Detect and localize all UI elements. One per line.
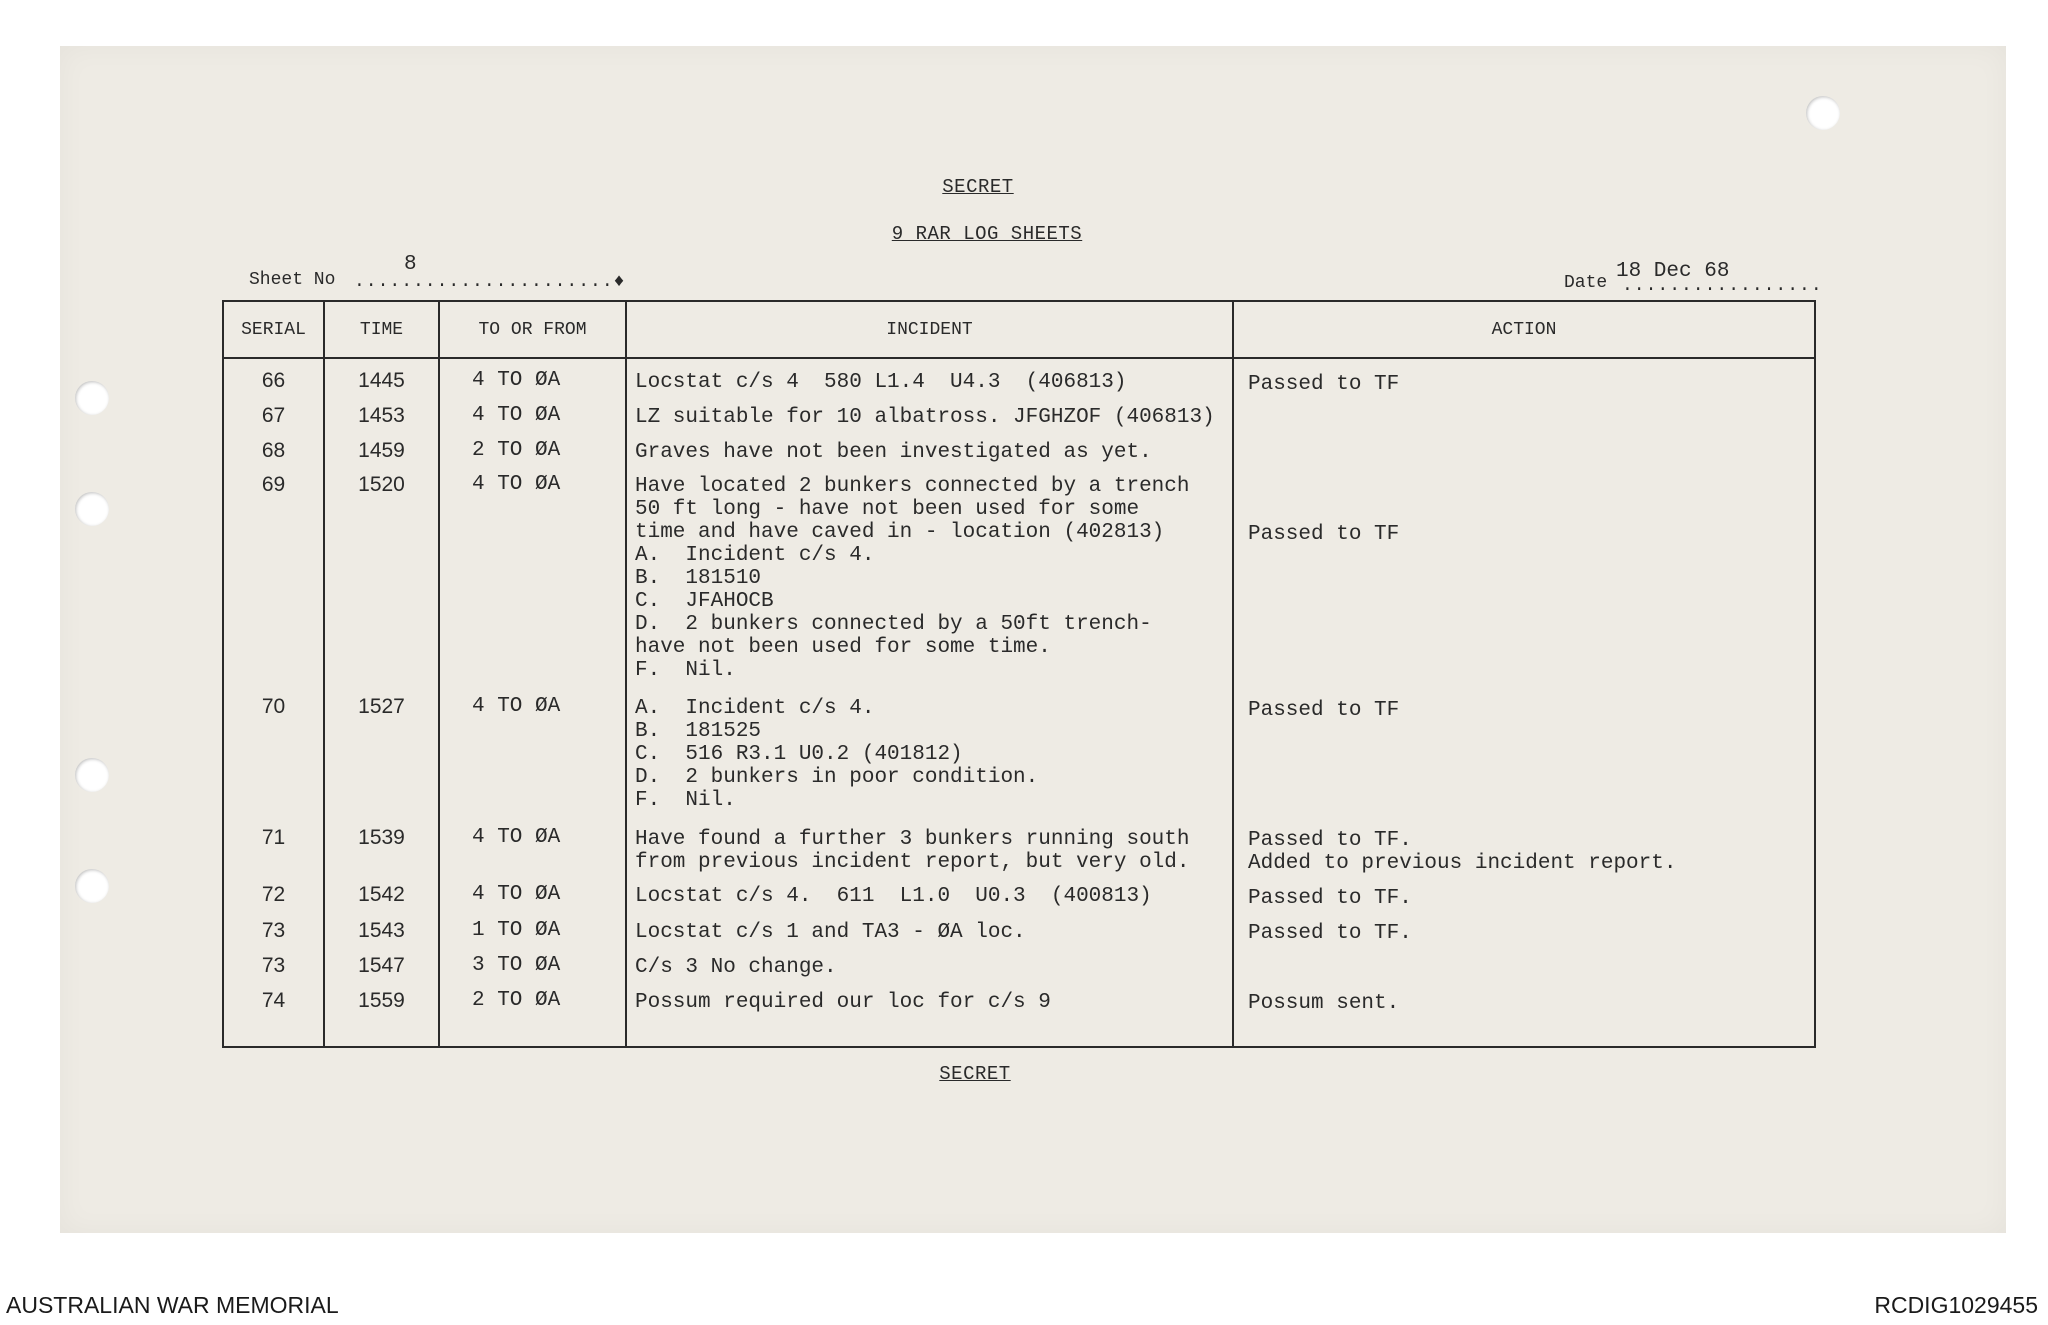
column-header-time: TIME [324, 301, 439, 358]
punch-hole [75, 869, 109, 903]
action-cell: Passed to TF [1248, 523, 1400, 546]
sheet-number-value: 8 [404, 253, 417, 276]
incident-column [626, 358, 1233, 1047]
column-header-action: ACTION [1233, 301, 1815, 358]
serial-cell: 67 [261, 404, 286, 427]
to-from-cell: 4 TO ØA [472, 404, 561, 427]
incident-cell: A. Incident c/s 4. B. 181525 C. 516 R3.1 U0.2 (401812) D. 2 bunkers in poor condition. F. Nil. [635, 697, 1039, 812]
incident-cell: LZ suitable for 10 albatross. JFGHZOF (406813) [635, 406, 1215, 429]
serial-cell: 71 [261, 826, 286, 849]
incident-cell: Have found a further 3 bunkers running south from previous incident report, but very old. [635, 828, 1190, 874]
date-leader: ................. [1622, 276, 1823, 296]
sheet-number-leader: ......................♦ [354, 272, 626, 292]
time-cell: 1527 [358, 695, 405, 718]
incident-cell: Have located 2 bunkers connected by a trench 50 ft long - have not been used for some time and have caved in - location (402813) A. Incident c/s 4. B. 181510 C. JFAHOCB D. 2 bunkers connected by a 50ft trench- have not been used for some time. F. Nil. [635, 475, 1190, 682]
serial-cell: 66 [261, 369, 286, 392]
time-cell: 1539 [358, 826, 405, 849]
archive-institution: AUSTRALIAN WAR MEMORIAL [6, 1292, 339, 1318]
serial-cell: 73 [261, 919, 286, 942]
to-from-cell: 2 TO ØA [472, 989, 561, 1012]
table-header-row [223, 301, 1815, 358]
document-title: 9 RAR LOG SHEETS [891, 223, 1083, 245]
to-from-cell: 4 TO ØA [472, 826, 561, 849]
action-cell: Passed to TF. [1248, 887, 1412, 910]
time-cell: 1520 [358, 473, 405, 496]
date-value: 18 Dec 68 [1616, 260, 1730, 283]
time-column [324, 358, 439, 1047]
serial-cell: 70 [261, 695, 286, 718]
to-from-cell: 2 TO ØA [472, 439, 561, 462]
serial-cell: 68 [261, 439, 286, 462]
punch-hole [1806, 96, 1840, 130]
column-header-to-or-from: TO OR FROM [439, 301, 626, 358]
classification-header: SECRET [942, 176, 1014, 198]
action-cell: Passed to TF. [1248, 922, 1412, 945]
incident-cell: Locstat c/s 4. 611 L1.0 U0.3 (400813) [635, 885, 1152, 908]
action-cell: Passed to TF. Added to previous incident report. [1248, 829, 1677, 875]
to-from-cell: 3 TO ØA [472, 954, 561, 977]
column-header-incident: INCIDENT [626, 301, 1233, 358]
action-column [1233, 358, 1815, 1047]
to-from-cell: 4 TO ØA [472, 883, 561, 906]
serial-cell: 73 [261, 954, 286, 977]
serial-cell: 69 [261, 473, 286, 496]
to-or-from-column [439, 358, 626, 1047]
sheet-number-label: Sheet No [249, 270, 336, 290]
to-from-cell: 4 TO ØA [472, 695, 561, 718]
table-body [223, 358, 1815, 1047]
date-label: Date [1564, 273, 1608, 293]
serial-cell: 74 [261, 989, 286, 1012]
time-cell: 1547 [358, 954, 405, 977]
incident-cell: Possum required our loc for c/s 9 [635, 991, 1051, 1014]
log-table [222, 300, 1816, 1048]
action-cell: Possum sent. [1248, 992, 1400, 1015]
serial-cell: 72 [261, 883, 286, 906]
time-cell: 1542 [358, 883, 405, 906]
archive-item-id: RCDIG1029455 [1874, 1292, 2038, 1318]
incident-cell: Locstat c/s 4 580 L1.4 U4.3 (406813) [635, 371, 1127, 394]
time-cell: 1445 [358, 369, 405, 392]
to-from-cell: 4 TO ØA [472, 473, 561, 496]
incident-cell: Graves have not been investigated as yet. [635, 441, 1152, 464]
action-cell: Passed to TF [1248, 699, 1400, 722]
action-cell: Passed to TF [1248, 373, 1400, 396]
serial-column [223, 358, 324, 1047]
incident-cell: C/s 3 No change. [635, 956, 837, 979]
incident-cell: Locstat c/s 1 and TA3 - ØA loc. [635, 921, 1026, 944]
punch-hole [75, 492, 109, 526]
punch-hole [75, 758, 109, 792]
time-cell: 1543 [358, 919, 405, 942]
time-cell: 1453 [358, 404, 405, 427]
to-from-cell: 1 TO ØA [472, 919, 561, 942]
punch-hole [75, 381, 109, 415]
classification-footer: SECRET [939, 1063, 1011, 1085]
to-from-cell: 4 TO ØA [472, 369, 561, 392]
time-cell: 1459 [358, 439, 405, 462]
time-cell: 1559 [358, 989, 405, 1012]
column-header-serial: SERIAL [223, 301, 324, 358]
